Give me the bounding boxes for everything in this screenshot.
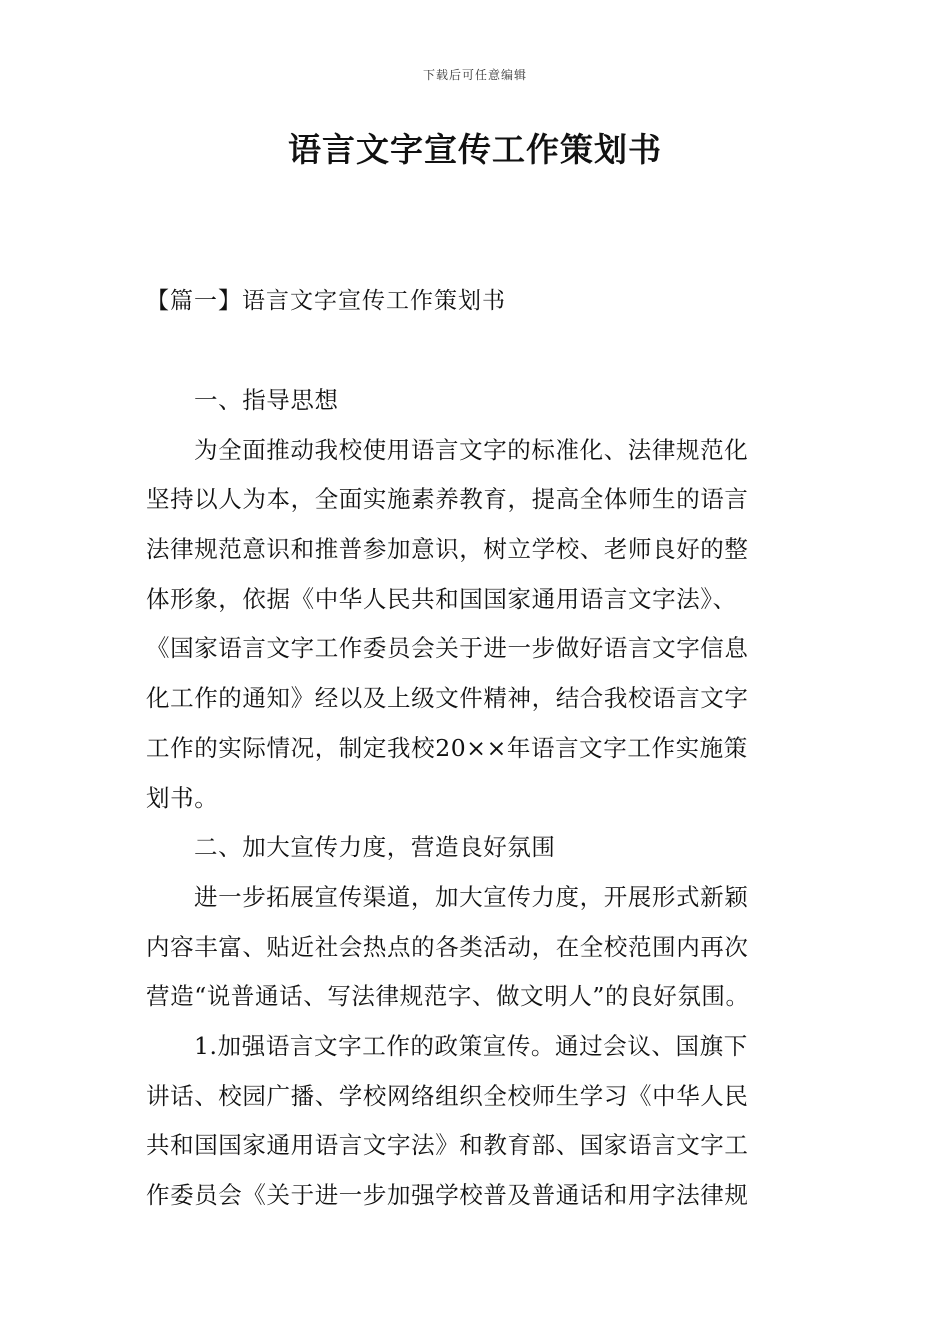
- section-heading: 【篇一】语言文字宣传工作策划书: [146, 288, 506, 314]
- paragraph-line: 营造“说普通话、写法律规范字、做文明人”的良好氛围。: [146, 982, 750, 1011]
- paragraph-line: 划书。: [146, 783, 219, 812]
- paragraph-line: 讲话、校园广播、学校网络组织全校师生学习《中华人民: [146, 1081, 749, 1110]
- paragraph-line: 1.加强语言文字工作的政策宣传。通过会议、国旗下: [194, 1031, 748, 1060]
- paragraph-line: 进一步拓展宣传渠道，加大宣传力度，开展形式新颖: [194, 882, 749, 911]
- paragraph-line: 化工作的通知》经以及上级文件精神，结合我校语言文字: [146, 684, 749, 713]
- document-title: 语言文字宣传工作策划书: [288, 130, 662, 169]
- paragraph-line: 法律规范意识和推普参加意识，树立学校、老师良好的整: [146, 535, 749, 564]
- paragraph-line: 内容丰富、贴近社会热点的各类活动，在全校范围内再次: [146, 932, 749, 961]
- document-body: [146, 376, 808, 1221]
- paragraph-line: 体形象，依据《中华人民共和国国家通用语言文字法》、: [146, 584, 737, 613]
- paragraph-line: 坚持以人为本，全面实施素养教育，提高全体师生的语言: [146, 485, 749, 514]
- paragraph-line: 《国家语言文字工作委员会关于进一步做好语言文字信息: [146, 634, 749, 663]
- paragraph-line: 作委员会《关于进一步加强学校普及普通话和用字法律规: [146, 1181, 749, 1209]
- paragraph-line: 为全面推动我校使用语言文字的标准化、法律规范化: [194, 435, 749, 464]
- header-note: 下载后可任意编辑: [422, 68, 527, 82]
- paragraph-line: 工作的实际情况，制定我校20××年语言文字工作实施策: [146, 733, 748, 762]
- heading-guiding-ideology: 一、指导思想: [194, 386, 339, 414]
- paragraph-line: 共和国国家通用语言文字法》和教育部、国家语言文字工: [146, 1131, 749, 1160]
- heading-publicity: 二、加大宣传力度，营造良好氛围: [194, 833, 556, 862]
